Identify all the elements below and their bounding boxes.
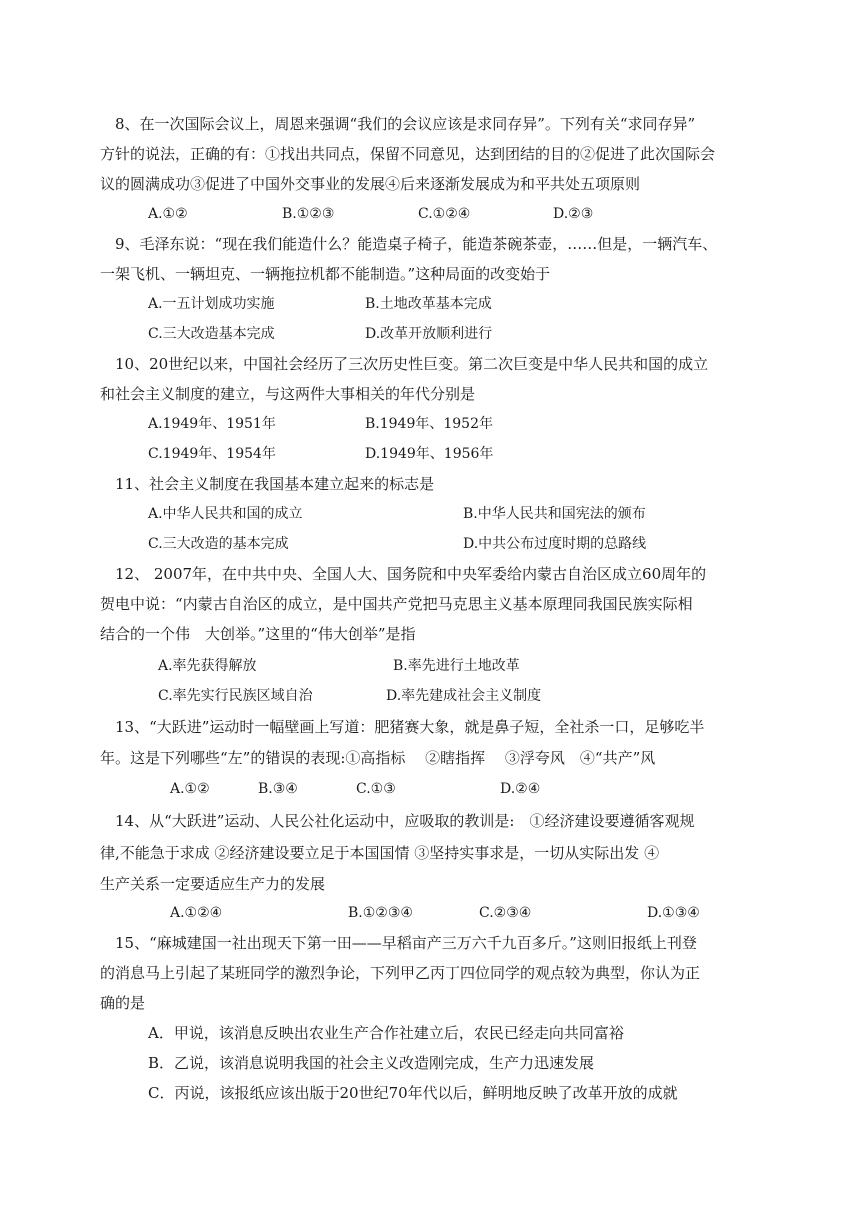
question-12-line-2: 贺电中说：“内蒙古自治区的成立，是中国共产党把马克思主义基本原理同我国民族实际相 — [100, 595, 693, 613]
question-9-line-2: 一架飞机、一辆坦克、一辆拖拉机都不能制造。”这种局面的改变始于 — [100, 265, 551, 283]
question-14-option-b: B.①②③④ — [348, 905, 413, 921]
question-12-option-d: D.率先建成社会主义制度 — [386, 688, 542, 704]
question-14-line-2: 律,不能急于求成 ②经济建设要立足于本国国情 ③坚持实事求是，一切从实际出发 ④ — [100, 844, 660, 862]
question-11-option-d: D.中共公布过度时期的总路线 — [463, 536, 647, 552]
question-12-option-a: A.率先获得解放 — [158, 658, 257, 674]
question-15-option-c: C．丙说，该报纸应该出版于20世纪70年代以后，鲜明地反映了改革开放的成就 — [148, 1084, 678, 1102]
question-14-option-c: C.②③④ — [479, 905, 532, 921]
question-10-line-2: 和社会主义制度的建立，与这两件大事相关的年代分别是 — [100, 385, 476, 403]
question-11-option-b: B.中华人民共和国宪法的颁布 — [463, 506, 646, 522]
question-8-option-c: C.①②④ — [418, 206, 471, 222]
question-10-option-a: A.1949年、1951年 — [148, 416, 276, 432]
question-10-option-d: D.1949年、1956年 — [365, 446, 494, 462]
question-11-option-a: A.中华人民共和国的成立 — [148, 506, 303, 522]
question-13-line-1: 13、“大跃进”运动时一幅壁画上写道：肥猪赛大象，就是鼻子短，全社杀一口，足够吃半 — [100, 718, 705, 736]
question-9-option-a: A.一五计划成功实施 — [148, 296, 275, 312]
question-13-option-a: A.①② — [170, 781, 210, 797]
question-9-option-d: D.改革开放顺利进行 — [365, 326, 493, 342]
question-13-option-d: D.②④ — [500, 781, 541, 797]
question-11-option-c: C.三大改造的基本完成 — [148, 536, 289, 552]
question-9-option-c: C.三大改造基本完成 — [148, 326, 275, 342]
question-8-option-b: B.①②③ — [282, 206, 335, 222]
question-11-line-1: 11、社会主义制度在我国基本建立起来的标志是 — [100, 475, 435, 493]
question-14-option-a: A.①②④ — [170, 905, 223, 921]
question-14-line-3: 生产关系一定要适应生产力的发展 — [100, 875, 326, 893]
question-12-line-3: 结合的一个伟 大创举。”这里的“伟大创举”是指 — [100, 625, 416, 643]
question-15-line-3: 确的是 — [100, 994, 146, 1012]
question-8-line-1: 8、在一次国际会议上，周恩来强调“我们的会议应该是求同存异”。下列有关“求同存异” — [100, 115, 696, 133]
question-12-line-1: 12、 2007年，在中共中央、全国人大、国务院和中央军委给内蒙古自治区成立60周年的 — [100, 565, 707, 583]
question-9-line-1: 9、毛泽东说：“现在我们能造什么？能造桌子椅子，能造茶碗茶壶，……但是，一辆汽车、 — [100, 235, 718, 253]
question-10-option-c: C.1949年、1954年 — [148, 446, 276, 462]
question-15-option-a: A．甲说，该消息反映出农业生产合作社建立后，农民已经走向共同富裕 — [148, 1024, 624, 1042]
question-12-option-c: C.率先实行民族区域自治 — [158, 688, 313, 704]
question-15-option-b: B．乙说，该消息说明我国的社会主义改造刚完成，生产力迅速发展 — [148, 1054, 595, 1072]
question-10-option-b: B.1949年、1952年 — [365, 416, 493, 432]
question-9-option-b: B.土地改革基本完成 — [365, 296, 492, 312]
question-10-line-1: 10、20世纪以来，中国社会经历了三次历史性巨变。第二次巨变是中华人民共和国的成立 — [100, 355, 709, 373]
question-14-option-d: D.①③④ — [647, 905, 700, 921]
question-8-line-3: 议的圆满成功③促进了中国外交事业的发展④后来逐渐发展成为和平共处五项原则 — [100, 175, 641, 193]
question-8-option-a: A.①② — [148, 206, 188, 222]
question-13-option-b: B.③④ — [258, 781, 298, 797]
question-13-option-c: C.①③ — [356, 781, 396, 797]
question-15-line-2: 的消息马上引起了某班同学的激烈争论，下列甲乙丙丁四位同学的观点较为典型，你认为正 — [100, 964, 701, 982]
question-14-line-1: 14、从“大跃进”运动、人民公社化运动中，应吸取的教训是: ①经济建设要遵循客观规 — [100, 812, 695, 830]
question-15-line-1: 15、“麻城建国一社出现天下第一田——早稻亩产三万六千九百多斤。”这则旧报纸上刊登 — [100, 934, 697, 952]
question-8-line-2: 方针的说法，正确的有：①找出共同点，保留不同意见，达到团结的目的②促进了此次国际会 — [100, 145, 716, 163]
question-12-option-b: B.率先进行土地改革 — [393, 658, 520, 674]
question-8-option-d: D.②③ — [553, 206, 594, 222]
question-13-line-2: 年。这是下列哪些“左”的错误的表现:①高指标 ②瞎指挥 ③浮夸风 ④“共产”风 — [100, 749, 656, 767]
